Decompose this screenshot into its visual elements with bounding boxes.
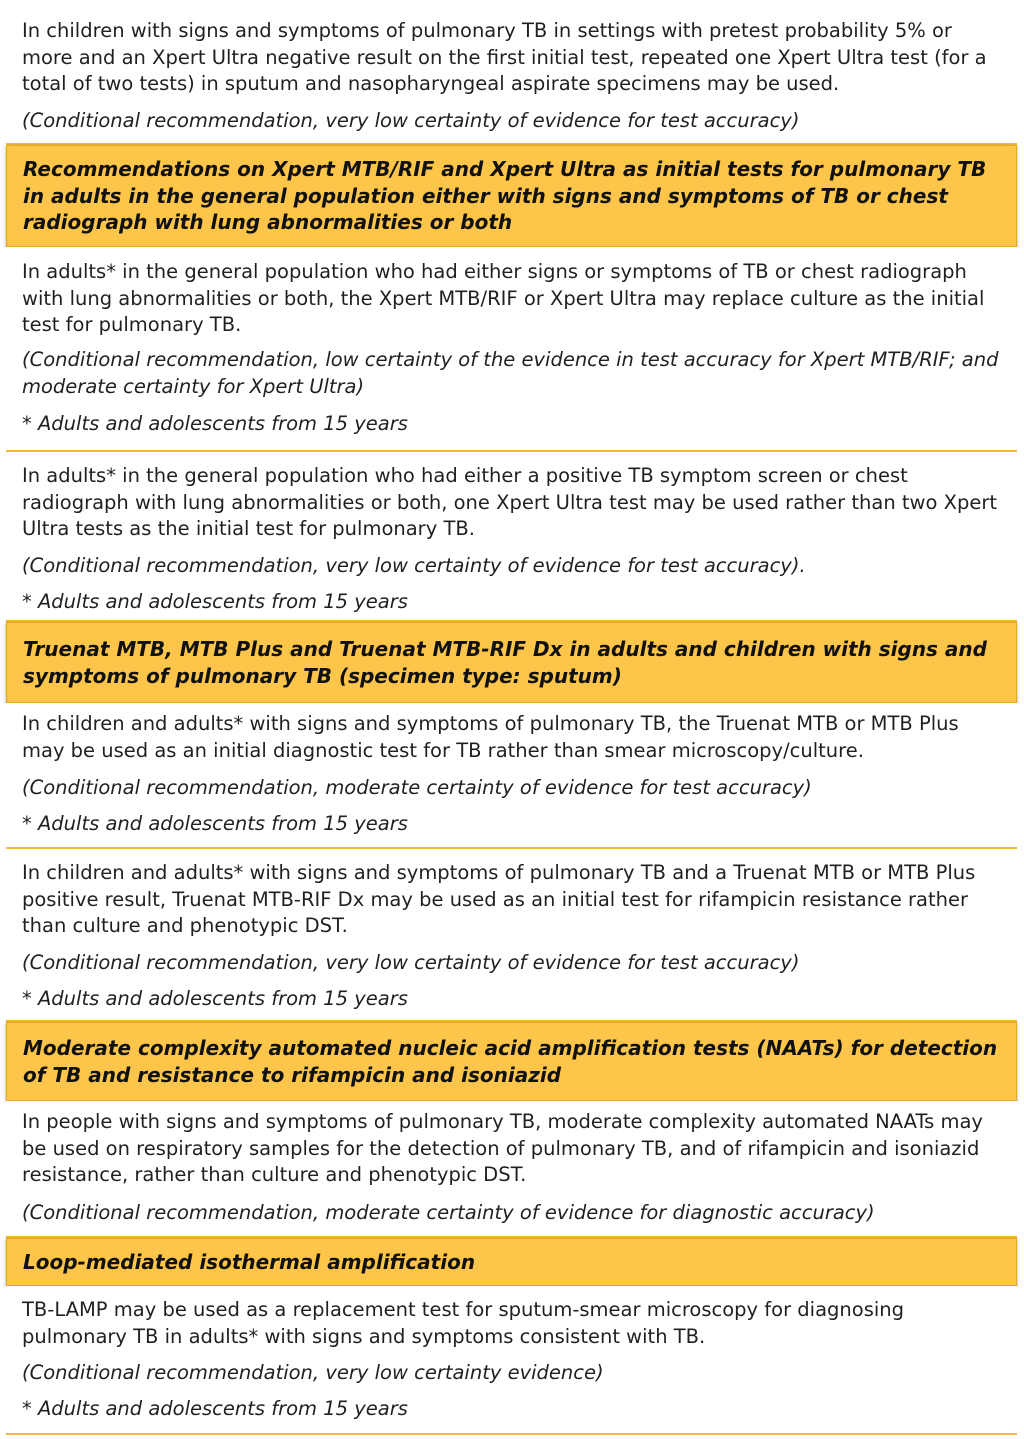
recommendation-box (6, 247, 1017, 452)
recommendation-strength: (Conditional recommendation, very low certainty of evidence for test accuracy) (22, 951, 800, 974)
recommendation-strength: (Conditional recommendation, very low certainty of evidence for test accuracy) (22, 109, 800, 132)
recommendation-statement: In children with signs and symptoms of pulmonary TB in settings with pretest probability 5% or more and an Xpert Ultra negative result on the first initial test, repeated one Xpert Ultra test (for a total of two tests) in sputum and nasopharyngeal aspirate specimens may be used. (22, 19, 987, 95)
recommendation-statement: In children and adults* with signs and symptoms of pulmonary TB, the Truenat MTB or MTB Plus may be used as an initial diagnostic test for TB rather than smear microscopy/culture. (22, 712, 959, 762)
recommendation-box (6, 0, 1017, 145)
recommendation-box (6, 849, 1017, 1022)
section-header (6, 145, 1017, 247)
recommendation-footnote: * Adults and adolescents from 15 years (22, 412, 408, 435)
recommendation-strength: (Conditional recommendation, moderate certainty of evidence for test accuracy) (22, 776, 812, 799)
recommendation-statement: In people with signs and symptoms of pulmonary TB, moderate complexity automated NAATs may be used on respiratory samples for the detection of pulmonary TB, and of rifampicin and isoniazid resistance, rather than culture and phenotypic DST. (22, 1110, 983, 1186)
recommendation-statement: In children and adults* with signs and symptoms of pulmonary TB and a Truenat MTB or MTB Plus positive result, Truenat MTB-RIF Dx may be used as an initial test for rifampicin resistance rather than culture and phenotypic DST. (22, 861, 976, 937)
recommendation-box (6, 703, 1017, 849)
recommendation-strength: (Conditional recommendation, moderate certainty of evidence for diagnostic accuracy) (22, 1201, 875, 1224)
section-header (6, 622, 1017, 703)
recommendation-strength: (Conditional recommendation, very low certainty of evidence for test accuracy). (22, 554, 806, 577)
section-header-title: Recommendations on Xpert MTB/RIF and Xpert Ultra as initial tests for pulmonary TB in adults in the general population either with signs and symptoms of TB or chest radiograph with lung abnormalities or both (23, 157, 987, 235)
recommendation-statement: In adults* in the general population who had either signs or symptoms of TB or chest radiograph with lung abnormalities or both, the Xpert MTB/RIF or Xpert Ultra may replace culture as the initial test for pulmonary TB. (22, 260, 985, 336)
section-header (6, 1238, 1017, 1286)
recommendation-box (6, 452, 1017, 622)
recommendation-box (6, 1286, 1017, 1435)
recommendation-footnote: * Adults and adolescents from 15 years (22, 1397, 408, 1420)
recommendation-box (6, 1101, 1017, 1238)
recommendation-strength: (Conditional recommendation, very low certainty evidence) (22, 1361, 604, 1384)
recommendation-footnote: * Adults and adolescents from 15 years (22, 987, 408, 1010)
recommendation-statement: TB-LAMP may be used as a replacement test for sputum-smear microscopy for diagnosing pulmonary TB in adults* with signs and symptoms consistent with TB. (22, 1298, 905, 1348)
recommendation-footnote: * Adults and adolescents from 15 years (22, 590, 408, 613)
section-header-title: Moderate complexity automated nucleic acid amplification tests (NAATs) for detection of TB and resistance to rifampicin and isoniazid (23, 1036, 998, 1087)
recommendation-strength: (Conditional recommendation, low certainty of the evidence in test accuracy for Xpert MTB/RIF; and moderate certainty for Xpert Ultra) (22, 348, 999, 398)
section-header-title: Loop-mediated isothermal amplification (23, 1249, 476, 1274)
section-header (6, 1022, 1017, 1101)
section-header-title: Truenat MTB, MTB Plus and Truenat MTB-RIF Dx in adults and children with signs and symptoms of pulmonary TB (specimen type: sputum) (23, 637, 987, 688)
recommendation-statement: In adults* in the general population who had either a positive TB symptom screen or chest radiograph with lung abnormalities or both, one Xpert Ultra test may be used rather than two Xpert Ultra tests as the initial test for pulmonary TB. (22, 464, 997, 540)
recommendation-footnote: * Adults and adolescents from 15 years (22, 812, 408, 835)
